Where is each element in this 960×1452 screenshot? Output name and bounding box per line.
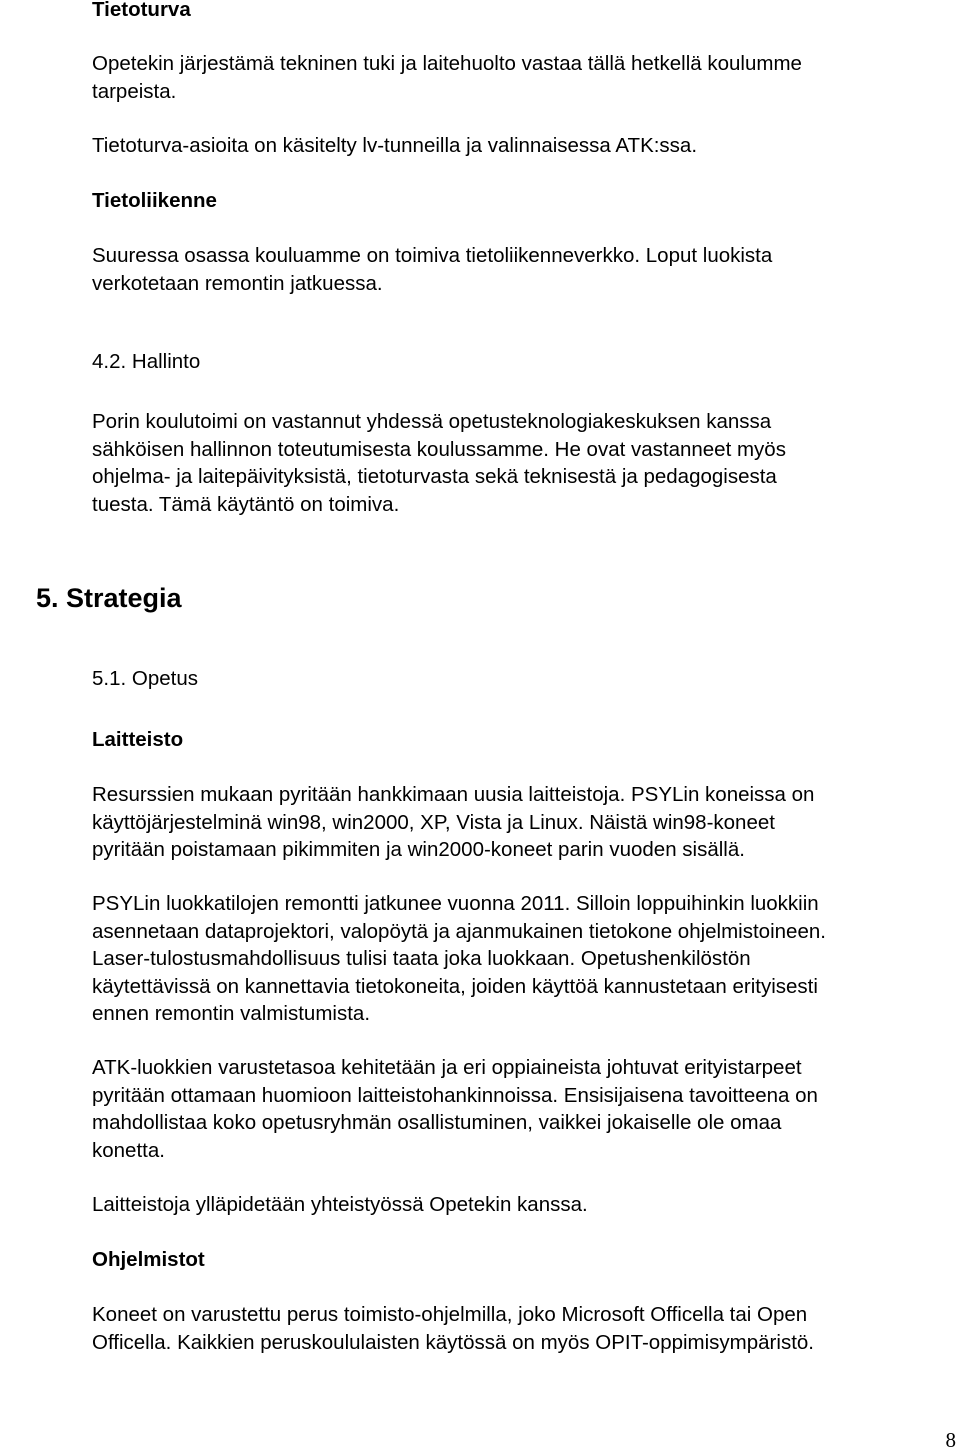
text-line: tarpeista. [92,79,177,103]
paragraph-laitteisto-4 [92,1191,952,1219]
text-line: ohjelma- ja laitepäivityksistä, tietoturvasta sekä teknisestä ja pedagogisesta [92,465,777,488]
paragraph-laitteisto-1 [92,781,952,864]
text-line: asennetaan dataprojektori, valopöytä ja ajanmukainen tietokone ohjelmistoineen. [92,919,826,943]
paragraph-tietoturva-2 [92,132,952,160]
text-line: ennen remontin valmistumista. [92,1002,371,1025]
heading-hallinto: 4.2. Hallinto [92,350,201,373]
text-line: konetta. [92,1138,165,1162]
paragraph-laitteisto-2 [92,890,952,1028]
text-line: pyritään ottamaan huomioon laitteistohankinnoissa. Ensisijaisena tavoitteena on [92,1083,818,1107]
heading-opetus: 5.1. Opetus [92,667,198,690]
text-line: verkotetaan remontin jatkuessa. [92,271,383,295]
text-line: Porin koulutoimi on vastannut yhdessä opetusteknologiakeskuksen kanssa [92,410,772,433]
paragraph-tietoliikenne-1 [92,242,952,297]
heading-tietoturva: Tietoturva [92,0,191,21]
text-line: tuesta. Tämä käytäntö on toimiva. [92,492,400,516]
text-line: Suuressa osassa kouluamme on toimiva tietoliikenneverkko. Loput luokista [92,244,773,267]
text-line: sähköisen hallinnon toteutumisesta koulussamme. He ovat vastanneet myös [92,437,786,461]
text-line: pyritään poistamaan pikimmiten ja win2000-koneet parin vuoden sisällä. [92,838,745,861]
text-line: mahdollistaa koko opetusryhmän osallistuminen, vaikkei jokaiselle ole omaa [92,1111,782,1134]
heading-laitteisto: Laitteisto [92,728,184,751]
text-line: Opetekin järjestämä tekninen tuki ja laitehuolto vastaa tällä hetkellä koulumme [92,52,802,75]
text-line: Laitteistoja ylläpidetään yhteistyössä Opetekin kanssa. [92,1193,588,1216]
text-line: Laser-tulostusmahdollisuus tulisi taata joka luokkaan. Opetushenkilöstön [92,947,751,970]
paragraph-hallinto-1 [92,408,952,518]
paragraph-ohjelmistot-1 [92,1301,952,1356]
paragraph-tietoturva-1 [92,50,952,105]
text-line: ATK-luokkien varustetasoa kehitetään ja eri oppiaineista johtuvat erityistarpeet [92,1056,802,1079]
text-line: käyttöjärjestelminä win98, win2000, XP, Vista ja Linux. Näistä win98-koneet [92,810,775,834]
page-number: 8 [945,1428,956,1452]
text-line: Tietoturva-asioita on käsitelty lv-tunneilla ja valinnaisessa ATK:ssa. [92,134,698,157]
text-line: PSYLin luokkatilojen remontti jatkunee vuonna 2011. Silloin loppuihinkin luokkiin [92,892,819,915]
text-line: käytettävissä on kannettavia tietokoneita, joiden käyttöä kannustetaan erityisesti [92,974,818,998]
text-line: Koneet on varustettu perus toimisto-ohjelmilla, joko Microsoft Officella tai Open [92,1303,808,1326]
text-line: Officella. Kaikkien peruskoululaisten käytössä on myös OPIT-oppimisympäristö. [92,1330,814,1354]
heading-tietoliikenne: Tietoliikenne [92,189,217,212]
paragraph-laitteisto-3 [92,1054,952,1164]
text-line: Resurssien mukaan pyritään hankkimaan uusia laitteistoja. PSYLin koneissa on [92,783,815,806]
heading-ohjelmistot: Ohjelmistot [92,1248,205,1271]
heading-strategia: 5. Strategia [36,583,182,613]
